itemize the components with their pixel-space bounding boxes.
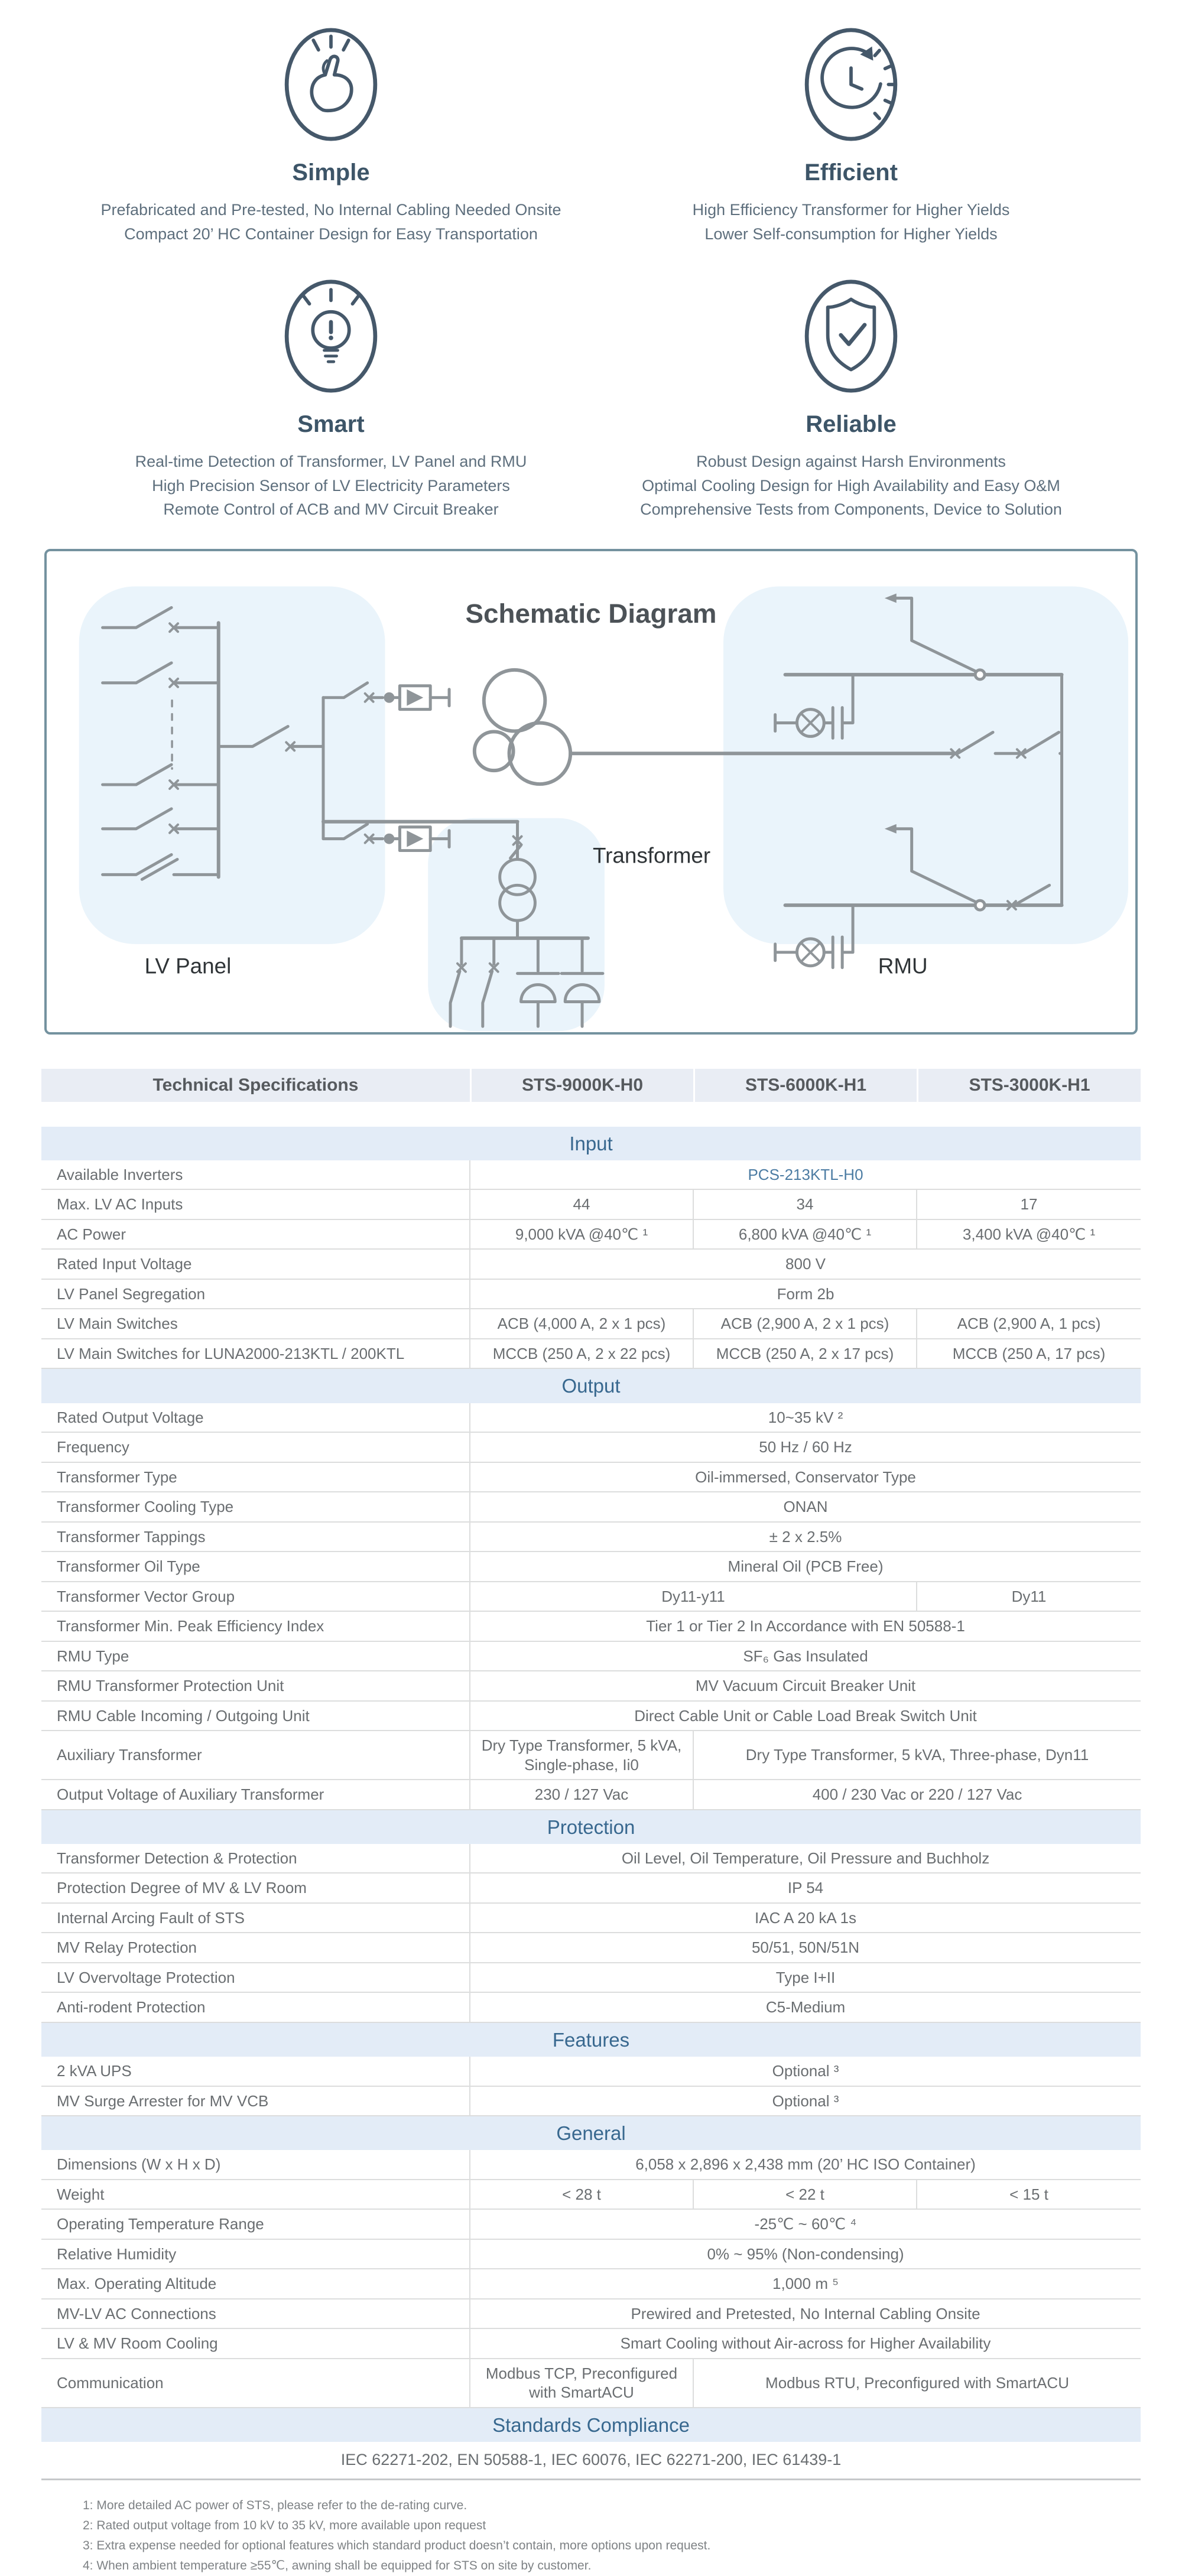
spec-label: Rated Input Voltage (41, 1249, 470, 1279)
footnote: 4: When ambient temperature ≥55℃, awning shall be equipped for STS on site by customer. (83, 2558, 592, 2572)
schematic-diagram (44, 549, 1138, 1035)
spec-value: ONAN (470, 1492, 1141, 1522)
spec-label: Rated Output Voltage (41, 1403, 470, 1433)
spec-row (41, 2180, 1141, 2210)
spec-header-model-2: STS-6000K-H1 (693, 1069, 917, 1102)
spec-row (41, 1219, 1141, 1250)
spec-row (41, 1279, 1141, 1309)
spec-label: AC Power (41, 1219, 470, 1250)
spec-row (41, 1933, 1141, 1963)
spec-value: ACB (2,900 A, 2 x 1 pcs) (693, 1309, 917, 1339)
section-title: Features (41, 2022, 1141, 2057)
section-band (41, 1368, 1141, 1403)
footnotes (83, 2496, 1099, 2576)
spec-value: MCCB (250 A, 2 x 22 pcs) (470, 1339, 693, 1369)
spec-label: MV-LV AC Connections (41, 2299, 470, 2329)
spec-value: Oil Level, Oil Temperature, Oil Pressure and Buchholz (470, 1844, 1141, 1874)
spec-value: 6,058 x 2,896 x 2,438 mm (20’ HC ISO Container) (470, 2150, 1141, 2180)
spec-label: Transformer Tappings (41, 1522, 470, 1552)
footnote: 3: Extra expense needed for optional features which standard product doesn’t contain, more options upon request. (83, 2538, 711, 2552)
rmu-region (723, 586, 1128, 944)
section-band (41, 1810, 1141, 1844)
snap-fingers-icon (71, 25, 591, 144)
spec-label: Transformer Vector Group (41, 1582, 470, 1612)
spec-row (41, 1309, 1141, 1339)
spec-table-body (41, 1127, 1141, 2480)
spec-value: < 15 t (917, 2180, 1141, 2210)
feature-smart (71, 277, 591, 522)
spec-value: -25℃ ~ 60℃ ⁴ (470, 2209, 1141, 2239)
section-title: Output (41, 1368, 1141, 1403)
feature-simple (71, 25, 591, 246)
spec-value: Optional ³ (470, 2086, 1141, 2116)
spec-label: Dimensions (W x H x D) (41, 2150, 470, 2180)
spec-value: < 22 t (693, 2180, 917, 2210)
spec-row (41, 1189, 1141, 1219)
spec-table-header (41, 1069, 1141, 1102)
section-title: Standards Compliance (41, 2408, 1141, 2442)
spec-row (41, 2057, 1141, 2086)
schematic-drawing (47, 551, 1135, 1032)
spec-label: LV Overvoltage Protection (41, 1963, 470, 1993)
spec-value: 3,400 kVA @40℃ ¹ (917, 1219, 1141, 1250)
spec-row (41, 1844, 1141, 1874)
spec-header-model-1: STS-9000K-H0 (470, 1069, 693, 1102)
spec-label: RMU Type (41, 1641, 470, 1671)
spec-label: Anti-rodent Protection (41, 1992, 470, 2022)
spec-row (41, 2269, 1141, 2299)
spec-label: Communication (41, 2359, 470, 2408)
spec-label: Transformer Oil Type (41, 1552, 470, 1582)
spec-label: LV Main Switches for LUNA2000-213KTL / 200KTL (41, 1339, 470, 1369)
spec-label: Max. LV AC Inputs (41, 1189, 470, 1219)
spec-row (41, 1903, 1141, 1933)
feature-description (591, 198, 1111, 246)
spec-row (41, 2239, 1141, 2269)
spec-row (41, 1873, 1141, 1903)
section-band (41, 1127, 1141, 1160)
feature-title: Simple (292, 160, 370, 186)
spec-row (41, 1641, 1141, 1671)
feature-title: Efficient (804, 160, 898, 186)
spec-value: 50 Hz / 60 Hz (470, 1432, 1141, 1462)
spec-value: Tier 1 or Tier 2 In Accordance with EN 50588-1 (470, 1611, 1141, 1641)
spec-row (41, 1731, 1141, 1780)
spec-value: 34 (693, 1189, 917, 1219)
spec-row (41, 1339, 1141, 1369)
feature-title: Reliable (806, 411, 897, 437)
spec-label: LV & MV Room Cooling (41, 2328, 470, 2359)
spec-row (41, 1992, 1141, 2022)
spec-label: Max. Operating Altitude (41, 2269, 470, 2299)
spec-value: Modbus RTU, Preconfigured with SmartACU (693, 2359, 1141, 2408)
spec-value: Modbus TCP, Preconfigured with SmartACU (470, 2359, 693, 2408)
spec-row (41, 2209, 1141, 2239)
section-band (41, 2022, 1141, 2057)
spec-label: LV Panel Segregation (41, 1279, 470, 1309)
spec-row (41, 1671, 1141, 1701)
spec-value: < 28 t (470, 2180, 693, 2210)
spec-row (41, 1249, 1141, 1279)
spec-value: Dy11 (917, 1582, 1141, 1612)
spec-value: 9,000 kVA @40℃ ¹ (470, 1219, 693, 1250)
spec-value: Optional ³ (470, 2057, 1141, 2086)
spec-label: Transformer Cooling Type (41, 1492, 470, 1522)
spec-row (41, 1552, 1141, 1582)
spec-label: Relative Humidity (41, 2239, 470, 2269)
spec-row (41, 1611, 1141, 1641)
feature-description (71, 198, 591, 246)
feature-reliable (591, 277, 1111, 522)
spec-label: LV Main Switches (41, 1309, 470, 1339)
spec-label: Available Inverters (41, 1160, 470, 1190)
spec-label: MV Relay Protection (41, 1933, 470, 1963)
feature-line: Comprehensive Tests from Components, Device to Solution (640, 500, 1062, 518)
spec-row (41, 1522, 1141, 1552)
feature-title: Smart (297, 411, 365, 437)
feature-efficient (591, 25, 1111, 246)
spec-value: MV Vacuum Circuit Breaker Unit (470, 1671, 1141, 1701)
spec-row (41, 1160, 1141, 1190)
spec-value: Prewired and Pretested, No Internal Cabling Onsite (470, 2299, 1141, 2329)
spec-label: Auxiliary Transformer (41, 1731, 470, 1780)
spec-value: ± 2 x 2.5% (470, 1522, 1141, 1552)
spec-label: MV Surge Arrester for MV VCB (41, 2086, 470, 2116)
section-title: Input (41, 1127, 1141, 1160)
spec-value: Oil-immersed, Conservator Type (470, 1462, 1141, 1492)
spec-row (41, 1582, 1141, 1612)
standards-value: IEC 62271-202, EN 50588-1, IEC 60076, IEC 62271-200, IEC 61439-1 (41, 2442, 1141, 2479)
spec-header-model-3: STS-3000K-H1 (917, 1069, 1141, 1102)
section-title: General (41, 2116, 1141, 2150)
spec-label: Transformer Type (41, 1462, 470, 1492)
spec-table (41, 1069, 1141, 2576)
feature-line: Lower Self-consumption for Higher Yields (704, 225, 998, 243)
footnote: 1: More detailed AC power of STS, please refer to the de-rating curve. (83, 2498, 467, 2512)
spec-row (41, 1432, 1141, 1462)
spec-value: 44 (470, 1189, 693, 1219)
reliable-shield-icon (591, 277, 1111, 396)
transformer-label: Transformer (592, 843, 711, 867)
lv-panel-region (79, 586, 385, 944)
section-band (41, 2408, 1141, 2442)
feature-line: Optimal Cooling Design for High Availability and Easy O&M (642, 476, 1060, 495)
spec-label: Output Voltage of Auxiliary Transformer (41, 1780, 470, 1810)
spec-value: IP 54 (470, 1873, 1141, 1903)
spec-row (41, 2150, 1141, 2180)
spec-value: Dry Type Transformer, 5 kVA, Single-phase, Ii0 (470, 1731, 693, 1780)
spec-value: ACB (2,900 A, 1 pcs) (917, 1309, 1141, 1339)
spec-value: C5-Medium (470, 1992, 1141, 2022)
spec-value: 50/51, 50N/51N (470, 1933, 1141, 1963)
spec-value: 0% ~ 95% (Non-condensing) (470, 2239, 1141, 2269)
spec-value: Dry Type Transformer, 5 kVA, Three-phase, Dyn11 (693, 1731, 1141, 1780)
feature-line: Compact 20’ HC Container Design for Easy Transportation (124, 225, 538, 243)
section-band (41, 2116, 1141, 2150)
spec-row (41, 1403, 1141, 1433)
spec-label: Protection Degree of MV & LV Room (41, 1873, 470, 1903)
spec-label: Transformer Min. Peak Efficiency Index (41, 1611, 470, 1641)
feature-line: Prefabricated and Pre-tested, No Internal Cabling Needed Onsite (100, 201, 561, 219)
spec-value: SF₆ Gas Insulated (470, 1641, 1141, 1671)
lv-panel-label: LV Panel (144, 954, 232, 978)
spec-value: Smart Cooling without Air-across for Higher Availability (470, 2328, 1141, 2359)
spec-label: RMU Transformer Protection Unit (41, 1671, 470, 1701)
footnote: 2: Rated output voltage from 10 kV to 35 kV, more available upon request (83, 2518, 486, 2532)
efficiency-clock-icon (591, 25, 1111, 144)
spec-value: ACB (4,000 A, 2 x 1 pcs) (470, 1309, 693, 1339)
spec-header-title: Technical Specifications (152, 1075, 359, 1095)
spec-value: 10~35 kV ² (470, 1403, 1141, 1433)
spec-label: RMU Cable Incoming / Outgoing Unit (41, 1701, 470, 1731)
spec-value: 6,800 kVA @40℃ ¹ (693, 1219, 917, 1250)
spec-value: Dy11-y11 (470, 1582, 917, 1612)
feature-line: Remote Control of ACB and MV Circuit Breaker (163, 500, 499, 518)
spec-value: Direct Cable Unit or Cable Load Break Switch Unit (470, 1701, 1141, 1731)
smart-bulb-icon (71, 277, 591, 396)
spec-value: 230 / 127 Vac (470, 1780, 693, 1810)
feature-description (591, 450, 1111, 522)
feature-line: High Efficiency Transformer for Higher Yields (692, 201, 1010, 219)
spec-value: Mineral Oil (PCB Free) (470, 1552, 1141, 1582)
spec-value: Form 2b (470, 1279, 1141, 1309)
spec-row (41, 2299, 1141, 2329)
spec-row (41, 1462, 1141, 1492)
spec-row (41, 1492, 1141, 1522)
spec-value: Type I+II (470, 1963, 1141, 1993)
section-title: Protection (41, 1810, 1141, 1844)
spec-label: Weight (41, 2180, 470, 2210)
spec-value: MCCB (250 A, 2 x 17 pcs) (693, 1339, 917, 1369)
spec-label: Transformer Detection & Protection (41, 1844, 470, 1874)
spec-value: 1,000 m ⁵ (470, 2269, 1141, 2299)
spec-row (41, 2359, 1141, 2408)
spec-label: Internal Arcing Fault of STS (41, 1903, 470, 1933)
spec-row (41, 2086, 1141, 2116)
spec-value: 400 / 230 Vac or 220 / 127 Vac (693, 1780, 1141, 1810)
spec-label: 2 kVA UPS (41, 2057, 470, 2086)
feature-highlights (0, 0, 1182, 522)
spec-value: IAC A 20 kA 1s (470, 1903, 1141, 1933)
spec-label: Operating Temperature Range (41, 2209, 470, 2239)
feature-line: High Precision Sensor of LV Electricity Parameters (152, 476, 510, 495)
spec-value: PCS-213KTL-H0 (470, 1160, 1141, 1190)
spec-row (41, 2328, 1141, 2359)
spec-value: 800 V (470, 1249, 1141, 1279)
feature-line: Robust Design against Harsh Environments (696, 453, 1006, 470)
feature-description (71, 450, 591, 522)
spec-row (41, 1963, 1141, 1993)
spec-value: 17 (917, 1189, 1141, 1219)
schematic-title: Schematic Diagram (465, 598, 717, 629)
spec-label: Frequency (41, 1432, 470, 1462)
rmu-label: RMU (878, 954, 928, 978)
spec-value: MCCB (250 A, 17 pcs) (917, 1339, 1141, 1369)
spec-row (41, 1701, 1141, 1731)
spec-row (41, 1780, 1141, 1810)
standards-row (41, 2442, 1141, 2479)
feature-line: Real-time Detection of Transformer, LV Panel and RMU (135, 453, 527, 470)
